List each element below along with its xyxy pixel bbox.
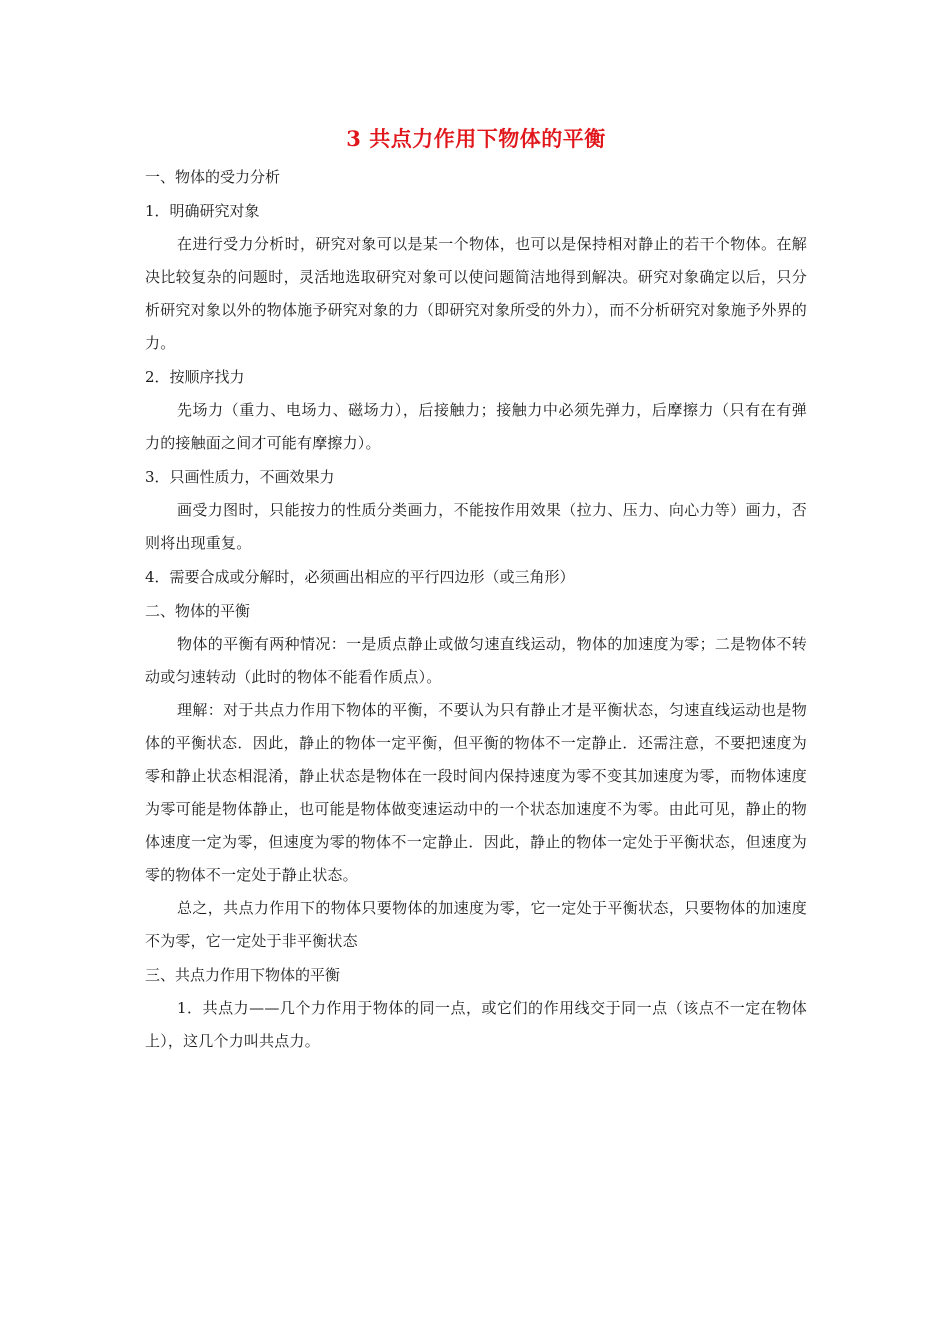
paragraph-2-2: 理解：对于共点力作用下物体的平衡，不要认为只有静止才是平衡状态，匀速直线运动也是物体的平衡状态．因此，静止的物体一定平衡，但平衡的物体不一定静止．还需注意，不要把速度为零和静止状态相混淆，静止状态是物体在一段时间内保持速度为零不变其加速度为零，而物体速度为零可能是物体静止，也可能是物体做变速运动中的一个状态加速度不为零。由此可见，静止的物体速度一定为零，但速度为零的物体不一定静止．因此，静止的物体一定处于平衡状态，但速度为零的物体不一定处于静止状态。 <box>145 701 807 884</box>
paragraph-1-1: 在进行受力分析时，研究对象可以是某一个物体，也可以是保持相对静止的若干个物体。在解决比较复杂的问题时，灵活地选取研究对象可以使问题简洁地得到解决。研究对象确定以后，只分析研究对象以外的物体施予研究对象的力（即研究对象所受的外力），而不分析研究对象施予外界的力。 <box>145 235 807 352</box>
paragraph-1-3: 画受力图时，只能按力的性质分类画力，不能按作用效果（拉力、压力、向心力等）画力，否则将出现重复。 <box>145 501 807 552</box>
subheading-1-4: 4．需要合成或分解时，必须画出相应的平行四边形（或三角形） <box>145 568 575 586</box>
section-heading-1: 一、物体的受力分析 <box>145 168 281 186</box>
paragraph-3-1: 1．共点力——几个力作用于物体的同一点，或它们的作用线交于同一点（该点不一定在物体上），这几个力叫共点力。 <box>145 999 807 1050</box>
document-title: 3 共点力作用下物体的平衡 <box>346 126 606 151</box>
subheading-1-2: 2．按顺序找力 <box>145 368 245 386</box>
paragraph-2-1: 物体的平衡有两种情况：一是质点静止或做匀速直线运动，物体的加速度为零；二是物体不转动或匀速转动（此时的物体不能看作质点）。 <box>145 635 807 686</box>
subheading-1-3: 3．只画性质力，不画效果力 <box>145 468 335 486</box>
section-heading-2: 二、物体的平衡 <box>145 602 251 620</box>
document-page <box>145 122 807 1058</box>
section-heading-3: 三、共点力作用下物体的平衡 <box>145 966 341 984</box>
paragraph-2-3: 总之，共点力作用下的物体只要物体的加速度为零，它一定处于平衡状态，只要物体的加速度不为零，它一定处于非平衡状态 <box>145 899 807 950</box>
subheading-1-1: 1．明确研究对象 <box>145 202 260 220</box>
paragraph-1-2: 先场力（重力、电场力、磁场力），后接触力；接触力中必须先弹力，后摩擦力（只有在有弹力的接触面之间才可能有摩擦力）。 <box>145 401 807 452</box>
